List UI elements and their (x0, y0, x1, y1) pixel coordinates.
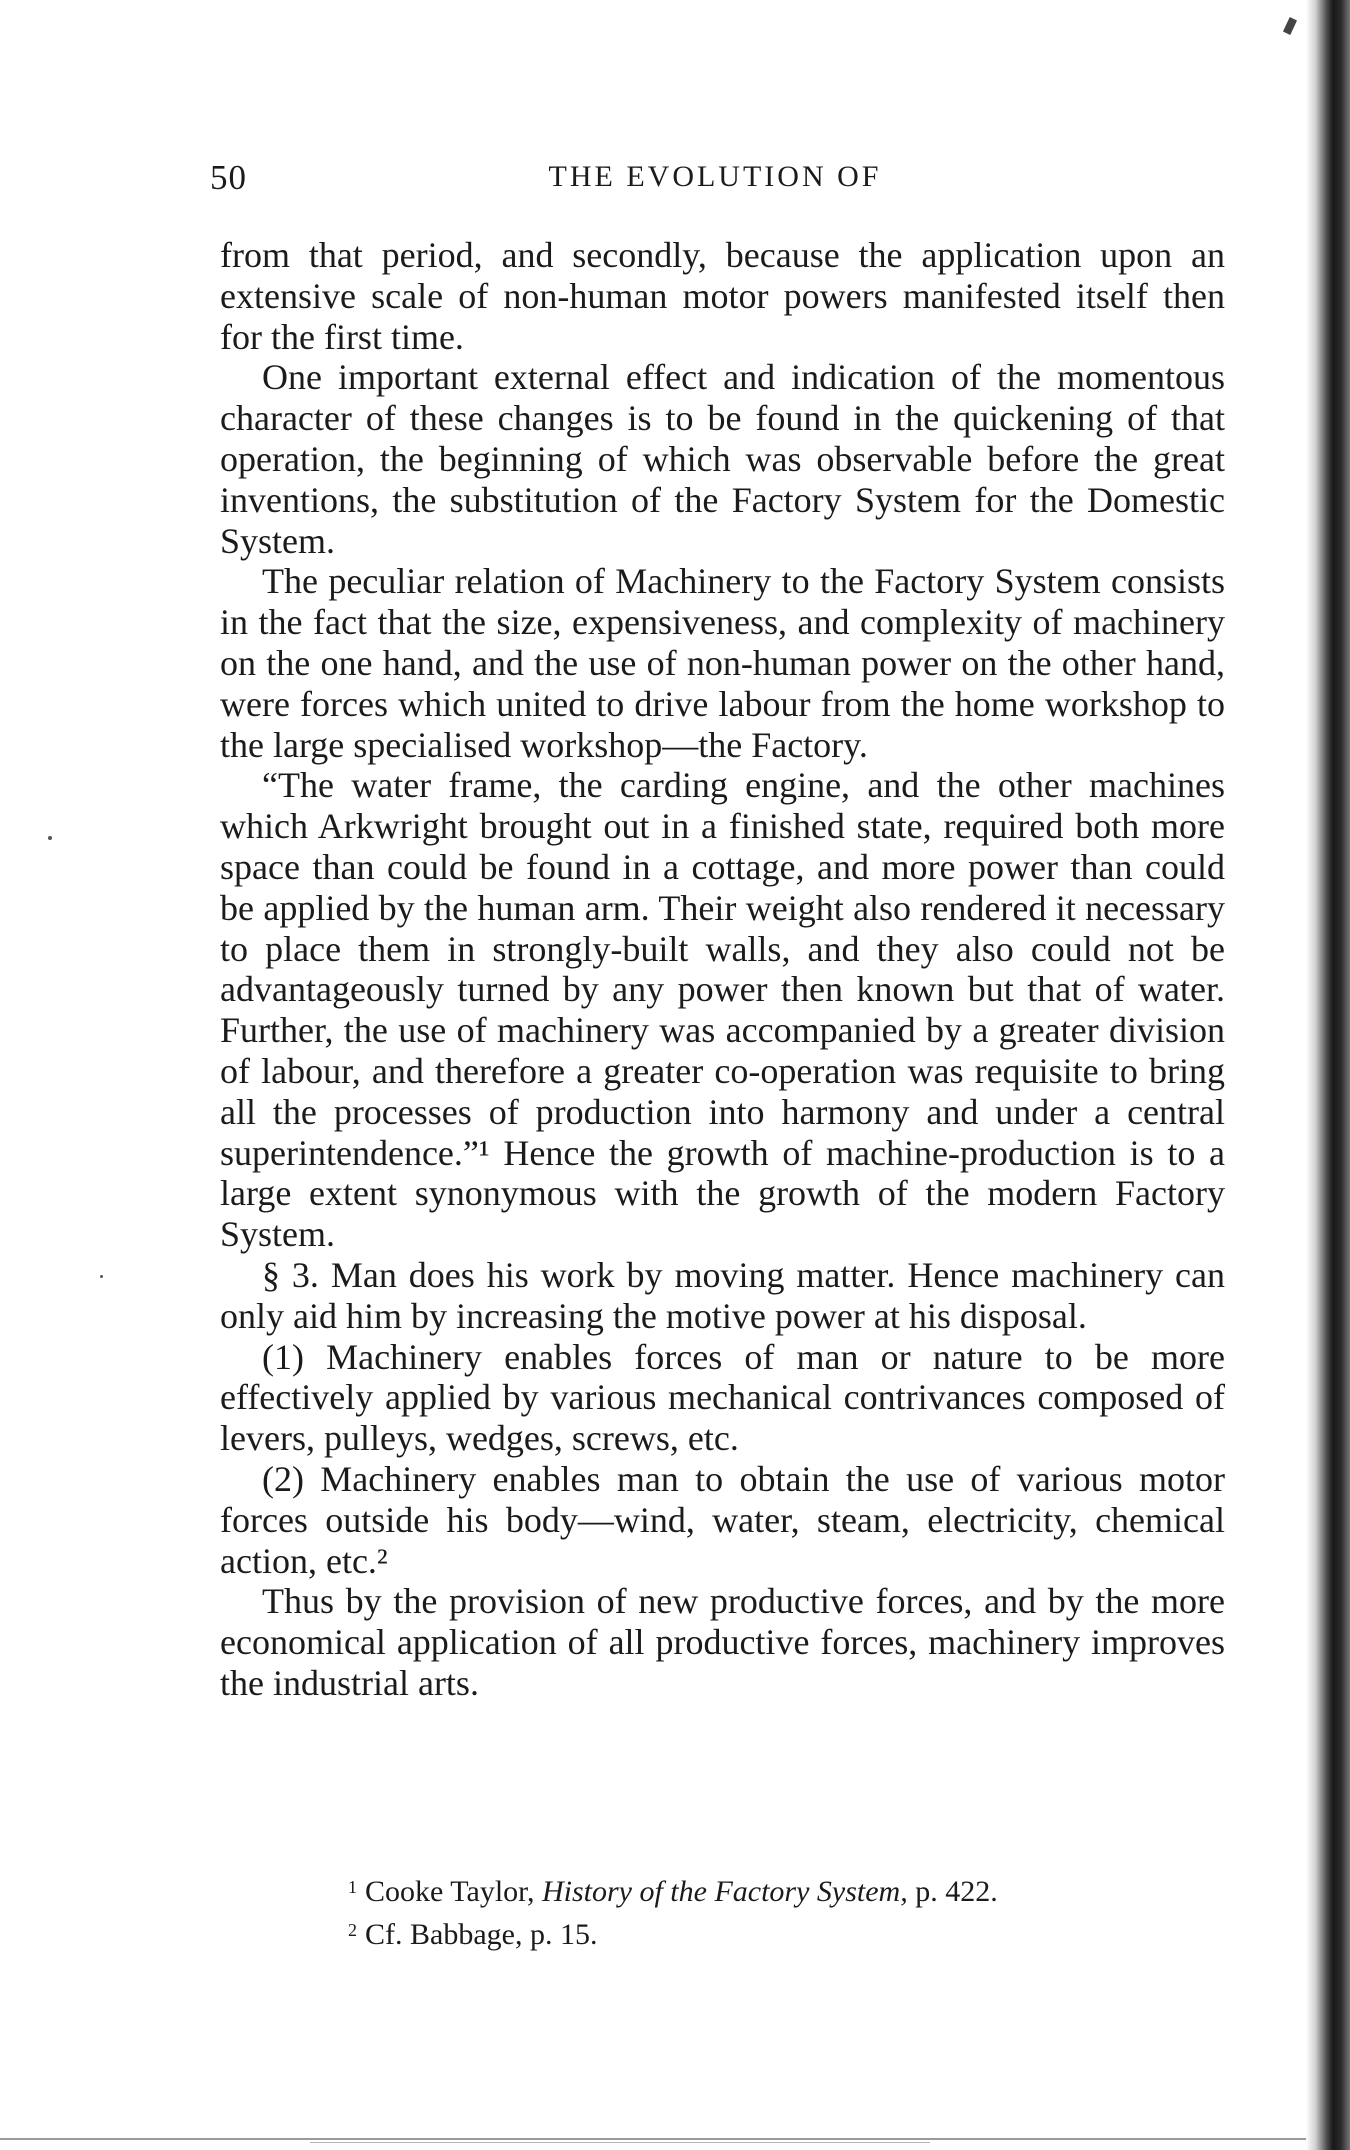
footnote-1 (220, 1868, 1225, 1911)
paragraph-8: Thus by the provision of new productive forces, and by the more economical application of all productive forces, machinery improves the industrial arts. (220, 1581, 1225, 1703)
bottom-scan-line-2 (310, 2142, 930, 2143)
body-text (220, 235, 1225, 1704)
bottom-scan-line (0, 2138, 1306, 2140)
paper-speck (100, 1275, 103, 1278)
footnote-2-marker: 2 (348, 1920, 357, 1940)
paper-speck (48, 836, 52, 840)
page-header (210, 158, 1220, 204)
footnote-2-text: Cf. Babbage, p. 15. (365, 1918, 598, 1951)
page-number: 50 (210, 158, 247, 197)
paragraph-5-section-3: § 3. Man does his work by moving matter. Hence machinery can only aid him by increasing the motive power at his disposal. (220, 1254, 1225, 1336)
footnote-1-title: History of the Factory System, (541, 1875, 908, 1908)
footnote-1-marker: 1 (348, 1877, 357, 1897)
footnote-1-author: Cooke Taylor, (365, 1875, 535, 1908)
paragraph-4-quotation: “The water frame, the carding engine, and the other machines which Arkwright brought out in a finished state, required both more space than could be found in a cottage, and more power than could be applied by the human arm. Their weight also rendered it necessary to place them in strongly-built walls, and they also could not be advantageously turned by any power then known but that of water. Further, the use of machinery was accompanied by a greater division of labour, and therefore a greater co-operation was requisite to bring all the processes of production into harmony and under a central superintendence.”¹ Hence the growth of machine-production is to a large extent synonymous with the growth of the modern Factory System. (220, 765, 1225, 1255)
paragraph-6-item-1: (1) Machinery enables forces of man or nature to be more effectively applied by various mechanical contrivances composed of levers, pulleys, wedges, screws, etc. (220, 1336, 1225, 1459)
paragraph-2: One important external effect and indication of the momentous character of these changes is to be found in the quickening of that operation, the beginning of which was observable before the great inventions, the substitution of the Factory System for the Domestic System. (220, 357, 1225, 561)
scanned-page-edge (1306, 0, 1350, 2150)
paragraph-3: The peculiar relation of Machinery to the Factory System consists in the fact that the size, expensiveness, and complexity of machinery on the one hand, and the use of non-human power on the other hand, were forces which united to drive labour from the home workshop to the large specialised workshop—the Factory. (220, 561, 1225, 765)
footnotes (220, 1868, 1225, 1954)
footnote-2 (220, 1911, 1225, 1954)
scan-mark (1283, 17, 1297, 35)
paragraph-7-item-2: (2) Machinery enables man to obtain the use of various motor forces outside his body—wind, water, steam, electricity, chemical action, etc.² (220, 1458, 1225, 1581)
footnote-1-page: p. 422. (915, 1875, 998, 1908)
paragraph-1: from that period, and secondly, because the application upon an extensive scale of non-human motor powers manifested itself then for the first time. (220, 235, 1225, 357)
running-title: THE EVOLUTION OF (548, 160, 882, 193)
